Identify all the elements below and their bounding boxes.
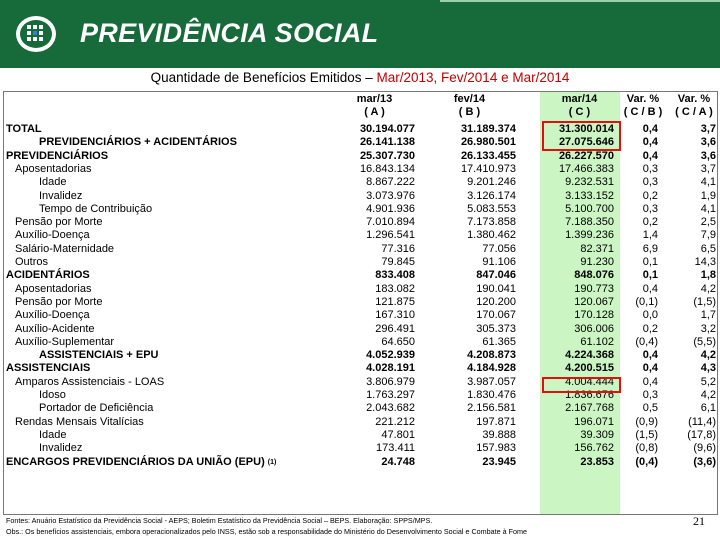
cell-col-0: 30.194.077 (359, 123, 415, 135)
cell-col-3: 1,4 (642, 229, 658, 242)
footnote-obs: Obs.: Os benefícios assistenciais, embora operacionalizados pelo INSS, estão sob a responsabilidade do Ministério do Desenvolvimento Social e Combate à Fome (6, 527, 527, 536)
cell-col-4: 1,7 (700, 309, 716, 322)
row-label (15, 256, 48, 269)
cell-col-2: 27.075.646 (558, 136, 614, 149)
row-label-text: Amparos Assistenciais - LOAS (15, 375, 165, 388)
table-row (4, 336, 717, 349)
cell-col-0: 3.073.976 (366, 189, 415, 202)
cell-col-1: 91.106 (482, 256, 516, 268)
row-label-text: PREVIDENCIÁRIOS (6, 149, 109, 162)
row-label-text: ACIDENTÁRIOS (6, 269, 90, 282)
table-row (4, 442, 717, 455)
cell-col-3: (1,5) (635, 428, 658, 441)
title-prefix: Quantidade de Benefícios Emitidos – (150, 70, 377, 85)
cell-col-3: (0,4) (635, 455, 658, 468)
row-label (39, 402, 153, 415)
cell-col-0: 833.408 (375, 269, 415, 282)
cell-col-4: 1,8 (700, 269, 716, 282)
cell-col-4: (5,5) (693, 335, 716, 348)
row-label-text: ASSISTENCIAIS + EPU (39, 349, 159, 362)
cell-col-3: 0,4 (642, 149, 658, 162)
table-subheader-row (4, 106, 717, 119)
row-label-text: Portador de Deficiência (39, 402, 154, 415)
cell-col-4: 6,5 (700, 242, 716, 255)
row-label-text: Auxílio-Doença (15, 229, 90, 242)
table-row (4, 216, 717, 229)
table-row (4, 309, 717, 322)
row-label (15, 283, 91, 296)
table-row (4, 229, 717, 242)
cell-col-2: 4.224.368 (565, 349, 614, 362)
row-label-text: Aposentadorias (15, 282, 92, 295)
cell-col-1: 197.871 (476, 415, 516, 428)
row-label-text: Aposentadorias (15, 162, 92, 175)
table-row (4, 362, 717, 375)
cell-col-3: 0,3 (642, 176, 658, 189)
cell-col-1: 1.380.462 (467, 229, 516, 242)
row-label (15, 416, 144, 429)
table-row (4, 203, 717, 216)
cell-col-0: 8.867.222 (366, 176, 415, 189)
cell-col-3: 0,3 (642, 162, 658, 175)
cell-col-4: 4,1 (700, 176, 716, 189)
col-sub-c: ( C ) (568, 106, 591, 118)
table-row (4, 283, 717, 296)
col-header-mar13: mar/13 (356, 93, 393, 105)
cell-col-1: 3.126.174 (467, 189, 516, 202)
brand-name: PREVIDÊNCIA SOCIAL (80, 18, 379, 48)
cell-col-2: 61.102 (580, 335, 614, 348)
cell-col-2: 4.004.444 (565, 375, 614, 388)
cell-col-1: 170.067 (476, 309, 516, 322)
cell-col-3: 0,4 (642, 123, 658, 135)
row-label (15, 216, 102, 229)
row-label-text: Pensão por Morte (15, 216, 103, 229)
cell-col-4: 3,7 (700, 162, 716, 175)
col-header-var-cb: Var. % (626, 93, 660, 105)
cell-col-4: 14,3 (694, 256, 716, 268)
row-label (39, 136, 237, 149)
benefits-table (3, 91, 718, 515)
cell-col-4: (9,6) (693, 442, 716, 455)
cell-col-1: 3.987.057 (467, 375, 516, 388)
row-label-text: Pensão por Morte (15, 295, 103, 308)
cell-col-1: 9.201.246 (467, 176, 516, 189)
col-header-fev14: fev/14 (453, 93, 486, 105)
row-label (39, 349, 159, 362)
cell-col-1: 26.980.501 (460, 136, 516, 149)
cell-col-2: 17.466.383 (558, 162, 614, 175)
cell-col-1: 4.184.928 (467, 362, 516, 375)
cell-col-2: 31.300.014 (558, 123, 614, 135)
row-label (6, 123, 42, 136)
col-header-mar14: mar/14 (561, 93, 598, 105)
cell-col-1: 305.373 (476, 322, 516, 335)
cell-col-3: 0,2 (642, 216, 658, 229)
row-label (15, 229, 90, 242)
row-label-footnote-mark: (1) (267, 458, 277, 466)
cell-col-1: 7.173.858 (467, 216, 516, 229)
table-row (4, 456, 717, 469)
cell-col-1: 17.410.973 (460, 162, 516, 175)
cell-col-1: 31.189.374 (460, 123, 516, 135)
cell-col-0: 121.875 (375, 295, 415, 308)
cell-col-1: 23.945 (482, 455, 516, 468)
cell-col-4: (1,5) (693, 295, 716, 308)
cell-col-0: 296.491 (375, 322, 415, 335)
cell-col-3: (0,8) (635, 442, 658, 455)
col-sub-cb: ( C / B ) (623, 106, 663, 118)
table-row (4, 243, 717, 256)
cell-col-4: (17,8) (687, 428, 716, 441)
row-label (39, 190, 82, 203)
cell-col-1: 61.365 (482, 335, 516, 348)
cell-col-1: 1.830.476 (467, 389, 516, 401)
cell-col-2: 170.128 (574, 309, 614, 322)
cell-col-3: 0,2 (642, 322, 658, 335)
cell-col-0: 24.748 (381, 455, 415, 468)
cell-col-0: 1.763.297 (366, 389, 415, 401)
cell-col-2: 4.200.515 (565, 362, 614, 375)
row-label-text: Salário-Maternidade (15, 242, 115, 255)
cell-col-0: 183.082 (375, 282, 415, 295)
cell-col-1: 77.056 (482, 242, 516, 255)
row-label-text: Invalidez (39, 442, 83, 455)
cell-col-4: 3,2 (700, 322, 716, 335)
cell-col-0: 4.052.939 (366, 349, 415, 362)
row-label (6, 269, 90, 282)
header-accent-line (440, 0, 720, 2)
cell-col-2: 9.232.531 (565, 176, 614, 189)
row-label-text: TOTAL (6, 123, 42, 135)
cell-col-2: 3.133.152 (565, 189, 614, 202)
cell-col-3: 0,1 (642, 256, 658, 268)
row-label (39, 429, 67, 442)
cell-col-0: 4.901.936 (366, 202, 415, 215)
row-label (39, 389, 66, 402)
cell-col-0: 173.411 (376, 442, 415, 455)
cell-col-3: 0,4 (642, 362, 658, 375)
cell-col-1: 2.156.581 (467, 402, 516, 415)
title-highlight: Mar/2013, Fev/2014 e Mar/2014 (376, 70, 570, 85)
cell-col-1: 26.133.455 (460, 149, 516, 162)
header-bar (0, 0, 720, 68)
cell-col-0: 2.043.682 (366, 402, 415, 415)
cell-col-2: 26.227.570 (558, 149, 614, 162)
table-row (4, 296, 717, 309)
row-label-text: Auxílio-Suplementar (15, 335, 115, 348)
col-sub-b: ( B ) (458, 106, 481, 118)
table-row (4, 402, 717, 415)
cell-col-2: 5.100.700 (565, 202, 614, 215)
cell-col-2: 190.773 (574, 282, 614, 295)
row-label (15, 323, 95, 336)
cell-col-0: 25.307.730 (359, 149, 415, 162)
row-label-text: Rendas Mensais Vitalícias (15, 415, 144, 428)
row-label-text: ASSISTENCIAIS (6, 362, 91, 375)
cell-col-0: 77.316 (381, 242, 415, 255)
row-label-text: Idoso (39, 389, 66, 401)
cell-col-4: 4,3 (700, 362, 716, 375)
cell-col-4: 3,7 (700, 123, 716, 135)
cell-col-1: 157.983 (476, 442, 516, 455)
table-row (4, 323, 717, 336)
cell-col-2: 1.836.676 (565, 389, 614, 401)
cell-col-4: 4,2 (700, 282, 716, 295)
page-title (0, 70, 720, 85)
cell-col-3: 0,3 (642, 389, 658, 401)
cell-col-4: 3,6 (700, 149, 716, 162)
highlight-box-assistenciais (542, 377, 621, 393)
cell-col-2: 120.067 (574, 295, 614, 308)
table-row (4, 163, 717, 176)
cell-col-1: 5.083.553 (467, 202, 516, 215)
cell-col-0: 1.296.541 (366, 229, 415, 242)
cell-col-4: 7,9 (700, 229, 716, 242)
cell-col-4: 2,5 (700, 216, 716, 229)
cell-col-4: (3,6) (693, 455, 716, 468)
table-row (4, 176, 717, 189)
table-row (4, 349, 717, 362)
table-row (4, 256, 717, 269)
cell-col-2: 1.399.236 (565, 229, 614, 242)
cell-col-0: 16.843.134 (359, 162, 415, 175)
row-label (6, 456, 276, 469)
cell-col-1: 39.888 (482, 428, 516, 441)
cell-col-0: 26.141.138 (359, 136, 415, 149)
row-label (39, 203, 152, 216)
row-label (39, 442, 82, 455)
row-label (15, 163, 91, 176)
row-label-text: Tempo de Contribuição (39, 202, 153, 215)
cell-col-3: 0,4 (642, 375, 658, 388)
row-label (15, 296, 102, 309)
cell-col-3: 0,4 (642, 282, 658, 295)
cell-col-1: 847.046 (476, 269, 516, 282)
cell-col-0: 167.310 (375, 309, 415, 322)
cell-col-2: 848.076 (574, 269, 614, 282)
row-label-text: Auxílio-Acidente (15, 322, 95, 335)
cell-col-3: 6,9 (642, 242, 658, 255)
cell-col-4: 5,2 (700, 375, 716, 388)
cell-col-3: (0,1) (635, 295, 658, 308)
page-number: 21 (693, 514, 705, 528)
row-label-text: PREVIDENCIÁRIOS + ACIDENTÁRIOS (39, 136, 237, 149)
cell-col-1: 120.200 (476, 295, 516, 308)
cell-col-0: 79.845 (381, 256, 415, 268)
cell-col-2: 7.188.350 (565, 216, 614, 229)
cell-col-0: 7.010.894 (366, 216, 415, 229)
cell-col-3: 0,5 (642, 402, 658, 415)
table-row (4, 416, 717, 429)
cell-col-0: 3.806.979 (366, 375, 415, 388)
cell-col-3: 0,3 (642, 202, 658, 215)
cell-col-4: 3,6 (700, 136, 716, 149)
cell-col-3: (0,9) (635, 415, 658, 428)
cell-col-1: 190.041 (476, 282, 516, 295)
row-label (15, 336, 114, 349)
cell-col-4: 1,9 (700, 189, 716, 202)
cell-col-4: 6,1 (700, 402, 716, 415)
cell-col-3: 0,4 (642, 136, 658, 149)
cell-col-0: 221.212 (375, 415, 415, 428)
highlight-box-totals (542, 121, 621, 151)
cell-col-3: 0,1 (642, 269, 658, 282)
col-sub-ca: ( C / A ) (675, 106, 713, 118)
row-label (6, 362, 90, 375)
row-label (15, 243, 114, 256)
row-label-text: Auxílio-Doença (15, 309, 90, 322)
cell-col-2: 91.230 (580, 256, 614, 268)
table-row (4, 429, 717, 442)
cell-col-4: 4,2 (700, 349, 716, 362)
cell-col-2: 306.006 (574, 322, 614, 335)
cell-col-3: 0,0 (642, 309, 658, 322)
cell-col-3: (0,4) (635, 335, 658, 348)
col-sub-a: ( A ) (364, 106, 385, 118)
cell-col-0: 47.801 (381, 428, 415, 441)
table-row (4, 190, 717, 203)
cell-col-2: 39.309 (580, 428, 614, 441)
cell-col-4: 4,2 (700, 389, 716, 401)
cell-col-4: 4,1 (700, 202, 716, 215)
cell-col-2: 82.371 (580, 242, 614, 255)
cell-col-0: 4.028.191 (366, 362, 415, 375)
row-label-text: Invalidez (39, 189, 83, 202)
row-label-text: Idade (39, 428, 67, 441)
cell-col-2: 196.071 (574, 415, 614, 428)
row-label-text: Outros (15, 256, 49, 268)
cell-col-2: 156.762 (574, 442, 614, 455)
previdencia-logo-icon (14, 14, 58, 54)
row-label-text: ENCARGOS PREVIDENCIÁRIOS DA UNIÃO (EPU) (6, 455, 265, 468)
table-row (4, 269, 717, 282)
cell-col-1: 4.208.873 (467, 349, 516, 362)
cell-col-3: 0,4 (642, 349, 658, 362)
row-label (15, 376, 164, 389)
cell-col-2: 23.853 (580, 455, 614, 468)
col-header-var-ca: Var. % (677, 93, 711, 105)
cell-col-0: 64.650 (381, 335, 415, 348)
row-label (6, 150, 108, 163)
table-header-row (4, 93, 717, 106)
row-label (15, 309, 90, 322)
cell-col-2: 2.167.768 (565, 402, 614, 415)
footnote-sources: Fontes: Anuário Estatístico da Previdência Social - AEPS; Boletim Estatístico da Previdência Social – BEPS. Elaboração: SPPS/MPS. (6, 516, 433, 525)
cell-col-4: (11,4) (688, 415, 716, 428)
row-label-text: Idade (39, 176, 67, 189)
row-label (39, 176, 67, 189)
table-row (4, 150, 717, 163)
cell-col-3: 0,2 (642, 189, 658, 202)
